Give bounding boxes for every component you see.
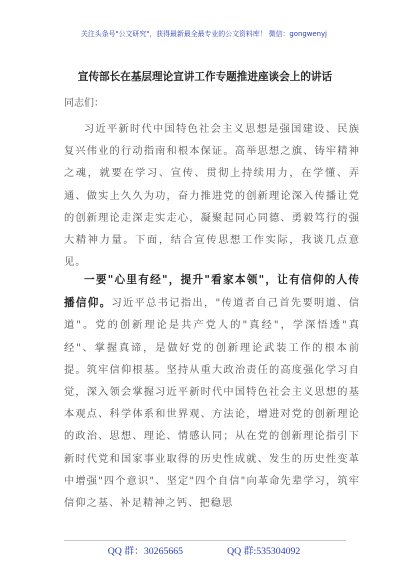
footer-contact [0,543,408,557]
footer-qq-group-1: QQ 群：30265665 [107,546,184,557]
section-one-heading: 一要"心里有经"，提升"看家本领"，让有信仰的人传播信仰。 [64,274,360,310]
salutation: 同志们： [64,98,104,109]
paragraph-section-one [64,269,360,515]
header-banner: 关注头条号"公文研究"，获得最新最全最专业的公文资料库！ 微信：gongwenyj [81,30,327,38]
footer-qq-group-2: QQ 群:535304092 [227,546,301,557]
footer-divider [64,540,346,541]
paragraph-intro: 习近平新时代中国特色社会主义思想是强国建设、民族复兴伟业的行动指南和根本保证。高举思想之旗、铸牢精神之魂，就要在学习、宣传、贯彻上持续用力，在学懂、弄通、做实上久久为功，奋力推进党的创新理论深入传播让党的创新理论走深走实走心，凝聚起同心同德、勇毅笃行的强大精神力量。下面，结合宣传思想工作实际，我谈几点意见。 [64,124,360,269]
document-title: 宣传部长在基层理论宣讲工作专题推进座谈会上的讲话 [77,71,333,83]
section-one-body: 习近平总书记指出，"传道者自己首先要明道、信道"。党的创新理论是共产党人的"真经"，学深悟透"真经"、掌握真谛，是做好党的创新理论武装工作的根本前提。筑牢信仰根基。坚持从重大政治责任的高度强化学习自觉，深入领会掌握习近平新时代中国特色社会主义思想的基本观点、科学体系和世界观、方法论，增进对党的创新理论的政治、思想、理论、情感认同；从在党的创新理论指引下新时代党和国家事业取得的历史性成就、发生的历史性变革中增强"四个意识"、坚定"四个自信"向革命先辈学习，筑牢信仰之基、补足精神之钙、把稳思 [64,298,360,510]
